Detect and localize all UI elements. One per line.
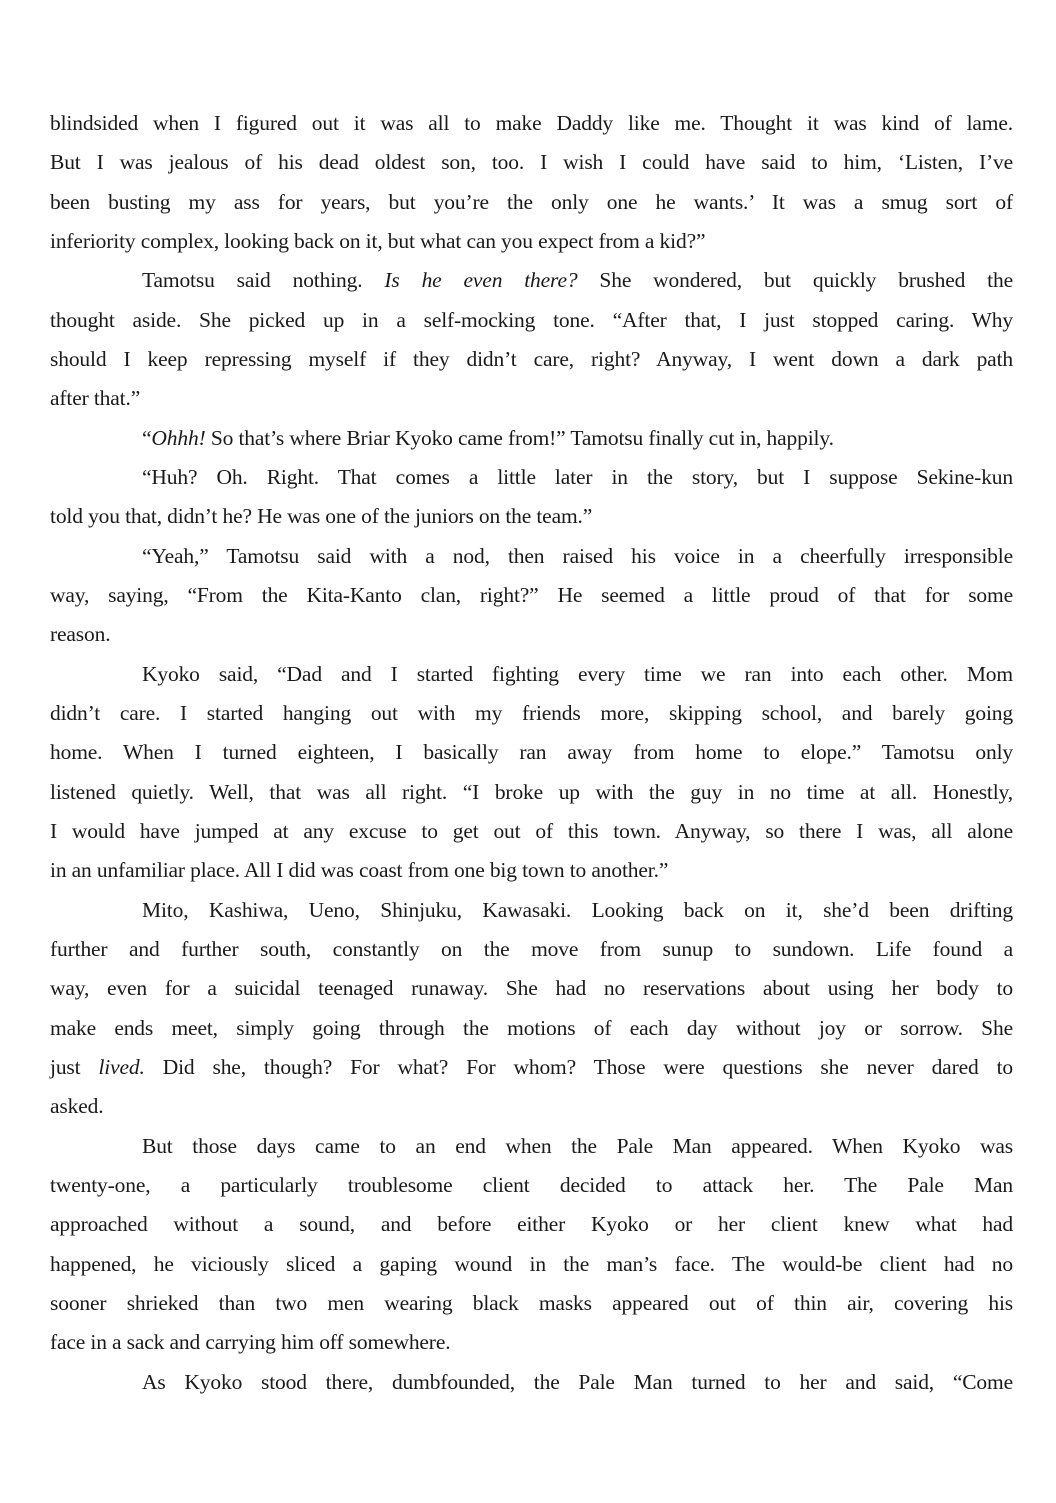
text-line [50, 1048, 1013, 1087]
text-line: As Kyoko stood there, dumbfounded, the Pale Man turned to her and said, “Come [142, 1369, 1013, 1394]
paragraph [50, 458, 1013, 537]
text-line: happened, he viciously sliced a gaping wound in the man’s face. The would-be client had no [50, 1251, 1013, 1276]
text-line [50, 261, 1013, 300]
text-line: inferiority complex, looking back on it, but what can you expect from a kid?” [50, 228, 706, 253]
text-line: should I keep repressing myself if they didn’t care, right? Anyway, I went down a dark path [50, 346, 1013, 371]
text-line: I would have jumped at any excuse to get out of this town. Anyway, so there I was, all alone [50, 818, 1013, 843]
paragraph [50, 537, 1013, 655]
text-run: “ [142, 425, 152, 450]
text-line: sooner shrieked than two men wearing black masks appeared out of thin air, covering his [50, 1290, 1013, 1315]
text-line: “Huh? Oh. Right. That comes a little later in the story, but I suppose Sekine-kun [142, 464, 1013, 489]
text-line: approached without a sound, and before either Kyoko or her client knew what had [50, 1212, 1013, 1237]
text-line: “Yeah,” Tamotsu said with a nod, then raised his voice in a cheerfully irresponsible [142, 543, 1013, 568]
paragraph [50, 419, 1013, 458]
italic-text: Ohhh! [151, 425, 206, 450]
text-line: further and further south, constantly on the move from sunup to sundown. Life found a [50, 936, 1013, 961]
text-line: twenty-one, a particularly troublesome client decided to attack her. The Pale Man [50, 1172, 1013, 1197]
text-line: But I was jealous of his dead oldest son, too. I wish I could have said to him, ‘Listen, I’ve [50, 150, 1013, 175]
text-line: way, even for a suicidal teenaged runaway. She had no reservations about using her body to [50, 976, 1013, 1001]
text-run: Did she, though? For what? For whom? Those were questions she never dared to [144, 1054, 1013, 1079]
text-line: reason. [50, 622, 111, 647]
text-line: Kyoko said, “Dad and I started fighting every time we ran into each other. Mom [142, 661, 1013, 686]
text-line: told you that, didn’t he? He was one of the juniors on the team.” [50, 504, 593, 529]
text-line: But those days came to an end when the Pale Man appeared. When Kyoko was [142, 1133, 1013, 1158]
text-line: blindsided when I figured out it was all to make Daddy like me. Thought it was kind of lame. [50, 111, 1013, 135]
text-run: Tamotsu said nothing. [142, 268, 385, 293]
paragraph [50, 1363, 1013, 1402]
paragraph [50, 261, 1013, 418]
text-run: She wondered, but quickly brushed the [577, 268, 1013, 293]
text-line: listened quietly. Well, that was all right. “I broke up with the guy in no time at all. Honestly, [50, 779, 1013, 804]
text-line [50, 419, 1013, 458]
text-line: face in a sack and carrying him off somewhere. [50, 1330, 451, 1355]
paragraph [50, 104, 1013, 261]
text-line: been busting my ass for years, but you’re the only one he wants.’ It was a smug sort of [50, 189, 1013, 214]
book-page [50, 104, 1013, 1402]
text-line: make ends meet, simply going through the motions of each day without joy or sorrow. She [50, 1015, 1013, 1040]
text-line: home. When I turned eighteen, I basically ran away from home to elope.” Tamotsu only [50, 740, 1013, 765]
italic-text: Is he even there? [384, 268, 578, 293]
text-line: didn’t care. I started hanging out with my friends more, skipping school, and barely going [50, 700, 1013, 725]
text-line: Mito, Kashiwa, Ueno, Shinjuku, Kawasaki. Looking back on it, she’d been drifting [142, 897, 1013, 922]
text-line: after that.” [50, 386, 141, 411]
text-line: in an unfamiliar place. All I did was coast from one big town to another.” [50, 858, 669, 883]
italic-text: lived. [98, 1054, 145, 1079]
text-run: just [50, 1054, 99, 1079]
paragraph [50, 891, 1013, 1127]
text-line: way, saying, “From the Kita-Kanto clan, right?” He seemed a little proud of that for some [50, 582, 1013, 607]
text-run: So that’s where Briar Kyoko came from!” Tamotsu finally cut in, happily. [205, 425, 834, 450]
paragraph [50, 1127, 1013, 1363]
paragraph [50, 655, 1013, 891]
text-line: asked. [50, 1094, 104, 1119]
text-line: thought aside. She picked up in a self-mocking tone. “After that, I just stopped caring. Why [50, 307, 1013, 332]
